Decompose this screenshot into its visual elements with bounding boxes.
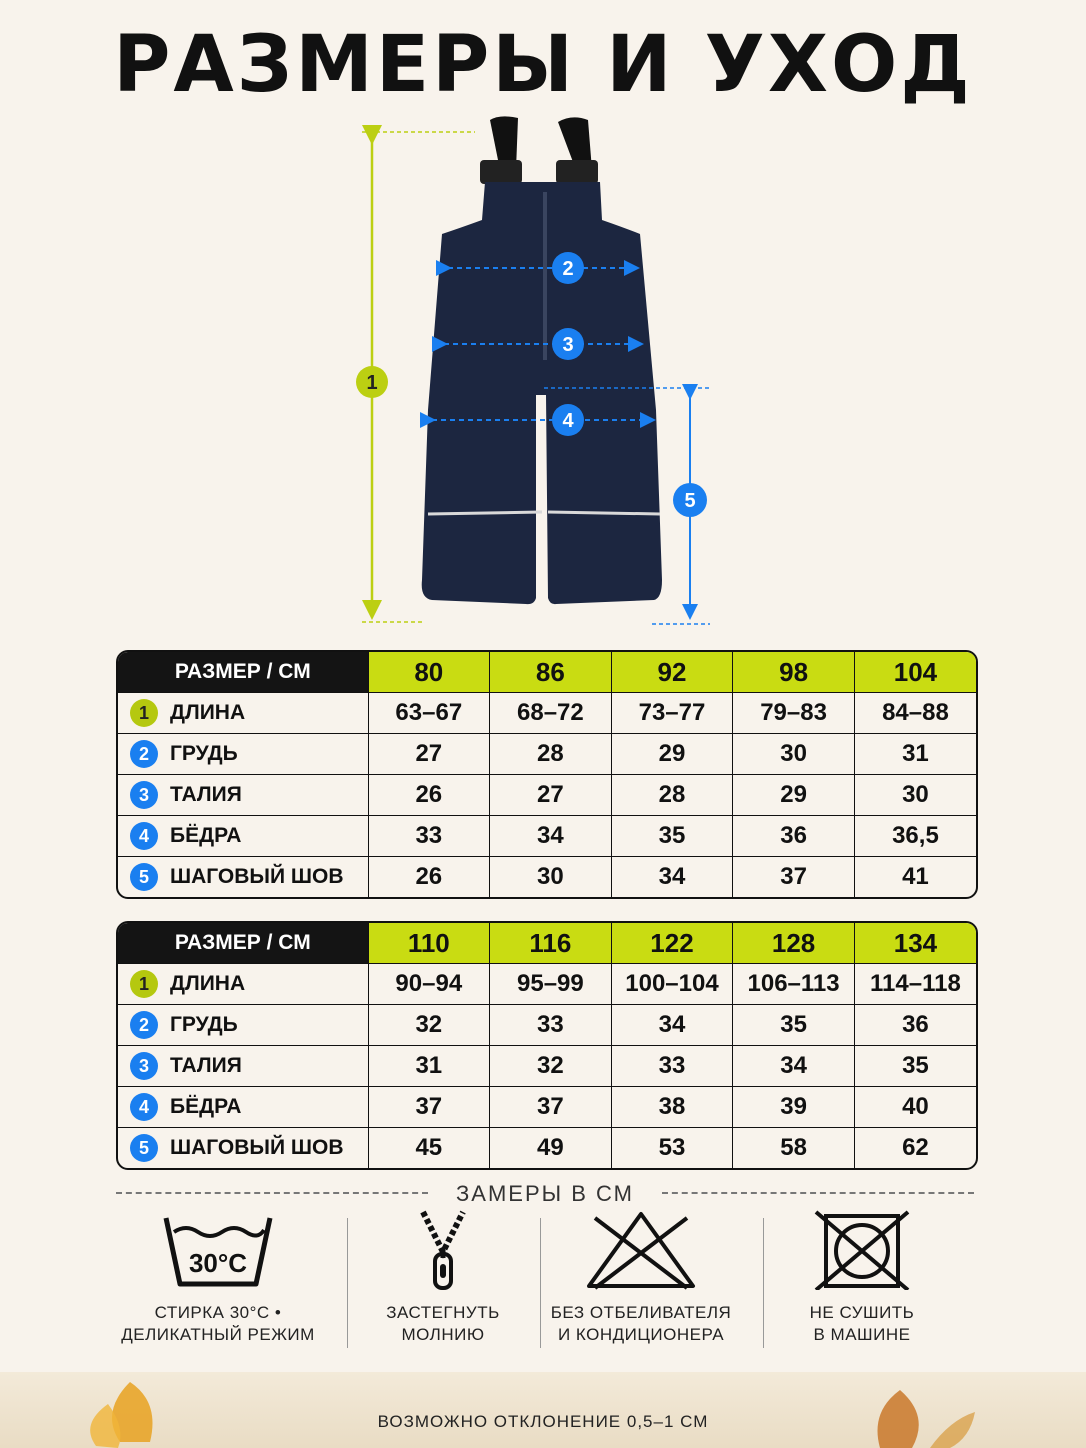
value-cell: 36,5 <box>854 816 976 857</box>
table-header-row <box>118 652 976 693</box>
inseam-marker-label: 5 <box>684 490 696 512</box>
value-cell: 53 <box>611 1128 733 1169</box>
measurements-divider <box>116 1181 974 1206</box>
size-cell: 80 <box>368 652 490 693</box>
table-row <box>118 1005 976 1046</box>
row-number-badge: 5 <box>130 1134 158 1162</box>
value-cell: 33 <box>611 1046 733 1087</box>
care-no-tumble-dry <box>762 1210 962 1346</box>
size-cell: 128 <box>733 923 855 964</box>
row-number-badge: 2 <box>130 1011 158 1039</box>
value-cell: 28 <box>611 775 733 816</box>
value-cell: 32 <box>368 1005 490 1046</box>
table-header-row <box>118 923 976 964</box>
wash-30-icon <box>158 1210 278 1290</box>
size-cell: 134 <box>854 923 976 964</box>
row-label: ГРУДЬ <box>170 742 238 765</box>
value-cell: 33 <box>490 1005 612 1046</box>
value-cell: 34 <box>611 857 733 898</box>
table-row <box>118 775 976 816</box>
table-row <box>118 734 976 775</box>
care-line: НЕ СУШИТЬ <box>809 1303 915 1322</box>
size-cell: 98 <box>733 652 855 693</box>
value-cell: 79–83 <box>733 693 855 734</box>
value-cell: 68–72 <box>490 693 612 734</box>
footer-text: ВОЗМОЖНО ОТКЛОНЕНИЕ 0,5–1 СМ <box>377 1412 709 1431</box>
value-cell: 34 <box>611 1005 733 1046</box>
header-label: РАЗМЕР / СМ <box>118 652 368 693</box>
care-line: И КОНДИЦИОНЕРА <box>557 1325 725 1344</box>
value-cell: 29 <box>733 775 855 816</box>
header-label: РАЗМЕР / СМ <box>118 923 368 964</box>
care-zipper <box>343 1210 543 1346</box>
wash-temp: 30°C <box>188 1248 248 1278</box>
value-cell: 49 <box>490 1128 612 1169</box>
value-cell: 39 <box>733 1087 855 1128</box>
overalls-body <box>422 182 662 604</box>
value-cell: 28 <box>490 734 612 775</box>
size-cell: 104 <box>854 652 976 693</box>
care-line: МОЛНИЮ <box>401 1325 485 1344</box>
row-label: ДЛИНА <box>170 701 246 724</box>
strap-right <box>556 117 598 184</box>
row-number-badge: 4 <box>130 822 158 850</box>
row-number-badge: 1 <box>130 699 158 727</box>
value-cell: 35 <box>733 1005 855 1046</box>
overalls-figure <box>340 110 740 640</box>
page-title: РАЗМЕРЫ И УХОД <box>113 20 973 110</box>
care-line: В МАШИНЕ <box>813 1325 911 1344</box>
value-cell: 38 <box>611 1087 733 1128</box>
value-cell: 34 <box>733 1046 855 1087</box>
value-cell: 30 <box>733 734 855 775</box>
value-cell: 37 <box>490 1087 612 1128</box>
value-cell: 84–88 <box>854 693 976 734</box>
care-wash <box>118 1210 318 1346</box>
size-cell: 110 <box>368 923 490 964</box>
row-label: БЁДРА <box>170 1095 242 1118</box>
value-cell: 30 <box>490 857 612 898</box>
value-cell: 35 <box>611 816 733 857</box>
value-cell: 30 <box>854 775 976 816</box>
value-cell: 26 <box>368 775 490 816</box>
size-table-2 <box>116 921 978 1170</box>
table-row <box>118 964 976 1005</box>
value-cell: 45 <box>368 1128 490 1169</box>
dashed-line <box>662 1192 974 1194</box>
value-cell: 27 <box>490 775 612 816</box>
row-number-badge: 3 <box>130 781 158 809</box>
row-number-badge: 3 <box>130 1052 158 1080</box>
value-cell: 58 <box>733 1128 855 1169</box>
care-line: СТИРКА 30°C • <box>154 1303 282 1322</box>
row-number-badge: 5 <box>130 863 158 891</box>
row-number-badge: 1 <box>130 970 158 998</box>
table-row <box>118 693 976 734</box>
value-cell: 63–67 <box>368 693 490 734</box>
no-tumble-dry-icon <box>802 1210 922 1290</box>
row-label: ДЛИНА <box>170 972 246 995</box>
value-cell: 29 <box>611 734 733 775</box>
value-cell: 37 <box>368 1087 490 1128</box>
value-cell: 31 <box>854 734 976 775</box>
value-cell: 26 <box>368 857 490 898</box>
row-label: ШАГОВЫЙ ШОВ <box>170 865 344 888</box>
length-marker-label: 1 <box>366 372 378 394</box>
value-cell: 35 <box>854 1046 976 1087</box>
value-cell: 41 <box>854 857 976 898</box>
row-number-badge: 2 <box>130 740 158 768</box>
value-cell: 40 <box>854 1087 976 1128</box>
table-row <box>118 816 976 857</box>
value-cell: 33 <box>368 816 490 857</box>
footer <box>0 1372 1086 1448</box>
row-label: ШАГОВЫЙ ШОВ <box>170 1136 344 1159</box>
table-row <box>118 1087 976 1128</box>
table-row <box>118 1128 976 1169</box>
row-label: ГРУДЬ <box>170 1013 238 1036</box>
size-cell: 116 <box>490 923 612 964</box>
care-no-bleach <box>541 1210 741 1346</box>
value-cell: 62 <box>854 1128 976 1169</box>
row-label: ТАЛИЯ <box>170 1054 242 1077</box>
value-cell: 114–118 <box>854 964 976 1005</box>
size-table-1 <box>116 650 978 899</box>
strap-left <box>480 116 522 184</box>
value-cell: 73–77 <box>611 693 733 734</box>
row-number-badge: 4 <box>130 1093 158 1121</box>
size-cell: 86 <box>490 652 612 693</box>
care-line: БЕЗ ОТБЕЛИВАТЕЛЯ <box>550 1303 732 1322</box>
chest-marker-label: 2 <box>562 258 574 280</box>
value-cell: 27 <box>368 734 490 775</box>
size-cell: 92 <box>611 652 733 693</box>
waist-marker-label: 3 <box>562 334 574 356</box>
value-cell: 34 <box>490 816 612 857</box>
table-row <box>118 1046 976 1087</box>
zipper-icon <box>383 1210 503 1290</box>
hips-marker-label: 4 <box>562 410 574 432</box>
row-label: БЁДРА <box>170 824 242 847</box>
value-cell: 100–104 <box>611 964 733 1005</box>
value-cell: 31 <box>368 1046 490 1087</box>
size-cell: 122 <box>611 923 733 964</box>
value-cell: 32 <box>490 1046 612 1087</box>
value-cell: 95–99 <box>490 964 612 1005</box>
value-cell: 90–94 <box>368 964 490 1005</box>
value-cell: 36 <box>854 1005 976 1046</box>
table-row <box>118 857 976 898</box>
divider-text: ЗАМЕРЫ В СМ <box>456 1181 634 1206</box>
no-bleach-icon <box>581 1210 701 1290</box>
care-line: ДЕЛИКАТНЫЙ РЕЖИМ <box>121 1325 315 1344</box>
value-cell: 37 <box>733 857 855 898</box>
value-cell: 106–113 <box>733 964 855 1005</box>
care-line: ЗАСТЕГНУТЬ <box>386 1303 500 1322</box>
row-label: ТАЛИЯ <box>170 783 242 806</box>
autumn-leaves-decoration <box>0 1372 1086 1448</box>
value-cell: 36 <box>733 816 855 857</box>
